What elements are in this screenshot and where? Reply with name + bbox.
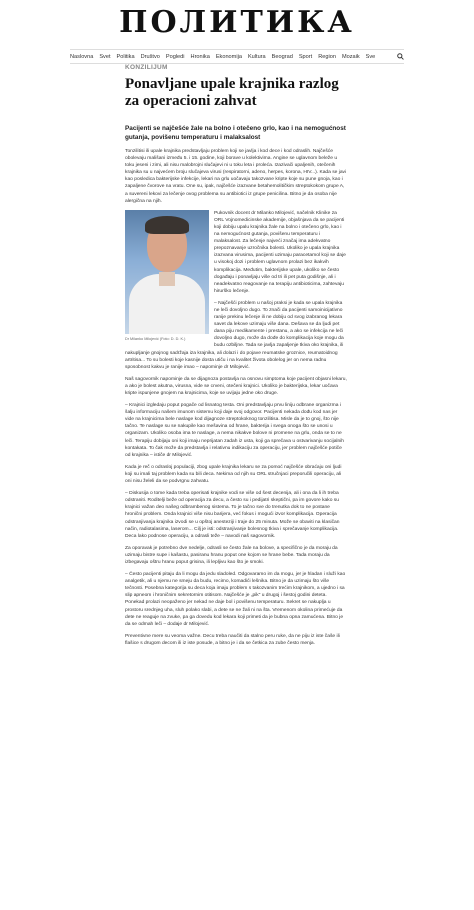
article-paragraph: – Diskusija o tome kada treba operisati krajnike vodi se više od šest decenija, ali i ona da li ih treba odstraniti. Roditelji beže od operacija za decu, a često su i pedijatri skeptični, pa im govore kako su krajnici važan deo našeg odbrambenog sistema. To je tačno sve do trenutka dok to ne postane hronični problem. Onda krajnici više nisu barijera, već fokus i mogući izvor komplikacija. Operacija odstranjivanja krajnika izvodi se u opštoj anesteziji i traje do 25 minuta. Može se obaviti na klasičan način, radiotalasima, laserom... Cilj je isti: odstranjivanje bolesnog tkiva i sprečavanje komplikacija. Deca lako podnose operaciju, a odrasli teže – navodi naš sagovornik.: [125, 491, 340, 539]
article-paragraph: Tonzilitisi ili upale krajnika predstavljaju problem koji se javlja i kod dece i kod odraslih. Najčešće obolevaju mališani između 5. i 15. godine, koji borave u kolektivima. Angine se uglavnom beleže u toku jeseni i zimi, ali nisu malobrojni slučajevi ni u toku leta i proleća. Izazivači upaljenih, otečenih krajnika su u najvećem broju slučajeva virusi (respiratorni, adeno, herpes, korona, HIV...). Kada se javi kao posledica bakterijske infekcije, lekari na grlu uočavaju takozvane kripte koje su pune gnoja, kao i zapaljene čvorove na vratu. One su, ipak, najčešće izazvane betahemolitičkim streptokokom grupe A, a suvereni lekovi za lečenje ovog problema su antibiotici iz grupe penicilina. Bitno je da osoba nije alergična na njih.: [125, 149, 347, 204]
article-paragraph: Preventivne mere su veoma važne. Decu treba naučiti da stalno peru ruke, da ne piju iz iste čaše ili flašice s drugom decom ili iz iste posude, a bitno je i da se četkica za zube često menja.: [125, 633, 340, 646]
nav-item-kultura[interactable]: Kultura: [247, 54, 266, 60]
article-paragraph: – Često pacijenti pitaju da li mogu da jedu sladoled. Odgovaramo im da mogu, jer je hladan i služi kao analgetik, ali u njemu ne smeju da budu, recimo, komadići lešnika. Bitno je da uzimaju što više tečnosti. Posebna kategorija su deca koja imaju problem s takozvanim trećim krajnikom, a ujedno i sa slip apneom i hroničnim sekretornim otitisom. Najčešće je „pik” u drugoj i šestoj godini deteta. Ponekad prolazi neopaženo jer nekad ne daje bol i povišenu temperaturu. Sekret se nakuplja u prostoru srednjeg uha, sluh polako slabi, a dete se ne žali ni na šta. Vremenom okolina primećuje da dete ne reaguje na zvuke, pa ga dovedu kod lekara koji primeti da je bubna opna zamućena. Bitno je da se odmah leči – dodaje dr Milojević.: [125, 572, 346, 627]
article-paragraph: – Krajnici izgledaju poput pogače od lisnatog testa. Oni predstavljaju prvu liniju odbrane organizma i šalju informaciju našem imunom sistemu koji daje svoj odgovor. Pacijenti nekada dođu kod nas jer vide na krajnicima bele naslage kod dijagnoze streptokoknog tonzilitisa. Misle da je to gnoj, što nije tačno. Te naslage su se nakupile kao mešavina od hrane, bakterija i svega onoga što se unosi u organizam. Ukoliko osoba ima te naslage, a nema nikakve bolove ni promene na grlu, onda se to ne leči. Terapiju dobijaju oni koji imaju neprijatan zadah iz usta, koji ga sprečava u ostvarivanju socijalnih kontakata. To čak može da predstavlja i relativnu indikaciju za operaciju, jer problem najčešće potiče od krajnika – ističe dr Milojević.: [125, 403, 345, 458]
masthead: [0, 0, 474, 46]
article-title: Ponavljane upale krajnika razlog za operacioni zahvat: [125, 76, 339, 109]
article-paragraph: – Najčešći problem u našoj praksi je kada se upala krajnika ne leči dovoljno dugo. To znači da pacijenti samoinicijativno ranije prekinu lečenje ili ne dobiju od svog izabranog lekara savet da lekove uzimaju više dana. Dešava se da ljudi pet dana piju medikamente i prestanu, a ako se infekcija ne leči dovoljno dugo, može da dođe do komplikacija koje mogu da budu ozbiljne. Tada se javlja zapaljenje tkiva oko krajnika, ili nakupljanje gnojnog sadržaja iza krajnika, ali dolazi i do pojave reumatske groznice, reumatoidnog artritisa... To su bolesti koje kasnije dosta utiču i na kvalitet života obolelog jer on nema radnu sposobnost kakvu je ranije imao – napominje dr Milojević.: [125, 300, 344, 370]
article-kicker[interactable]: KONZILIJUM: [125, 64, 168, 71]
nav-item-sport[interactable]: Sport: [298, 54, 313, 60]
article-body: [125, 148, 347, 647]
article-paragraph: Kada je reč o odrasloj populaciji, zbog upale krajnika lekaru se za pomoć najčešće obraćaju oni ljudi koji su imali taj problem kada su bili deca. Nekima od njih su ORL stručnjaci preporučili operaciju, ali oni nisu želeli da se podvrgnu zahvatu.: [125, 464, 342, 485]
article-photo: [125, 210, 209, 343]
article-lead: Pacijenti se najčešće žale na bolno i otečeno grlo, kao i na nemogućnost gutanja, povišenu temperaturu i malaksalost: [125, 125, 346, 141]
article-paragraph: Pukovnik docent dr Milanko Milojević, načelnik Klinike za ORL Vojnomedicinske akademije, objašnjava da se pacijenti koji dobiju upalu krajnika žale na bolno i otečeno grlo, kao i na nemogućnost gutanja, povišenu temperaturu i malaksalost. Za lečenje najveći značaj ima adekvatno prepoznavanje uzročnika bolesti. Ukoliko je upala krajnika izazvana virusima, pacijenti uzimaju paracetamol koji se daje u visokoj dozi i problem uglavnom prolazi bez ikakvih komplikacija. Međutim, bakterijske upale, ukoliko se često događaju i ponavljaju više od tri ili pet puta godišnje, ali i neadekvatno reagovanje na terapiju antibioticima, zahtevaju hirurško lečenje.: [214, 210, 346, 294]
nav-item-ekonomija[interactable]: Ekonomija: [215, 54, 242, 60]
nav-item-politika[interactable]: Politika: [116, 54, 135, 60]
nav-item-drustvo[interactable]: Društvo: [140, 54, 160, 60]
search-icon[interactable]: [397, 53, 404, 62]
article-paragraph: Za oporavak je potrebno dve nedelje, odrasli se često žale na bolove, a specifično je da moraju da uzimaju bistre supe i kašastu, pasiranu hranu poput one kojom se hrane bebe. Tada moraju da izbegavaju oštru hranu poput grisina, ili lepljivu kao što je smoki.: [125, 545, 338, 565]
article: [125, 64, 347, 652]
main-nav: [70, 49, 404, 64]
nav-item-naslovna[interactable]: Naslovna: [70, 54, 94, 60]
doctor-portrait-image: [125, 210, 209, 334]
site-logo[interactable]: ПОЛИТИКА: [119, 5, 355, 40]
nav-item-beograd[interactable]: Beograd: [271, 54, 293, 60]
nav-item-svet[interactable]: Svet: [99, 54, 111, 60]
article-paragraph: Naš sagovornik napominje da se dijagnoza postavlja na osnovu simptoma koje pacijent objasni lekaru, a ako je bolest akutna, virusna, vide se crveni, otečeni krajnici. Ukoliko je bakterijska, lekar uočava kripte ispunjene gnojem na krajnicima, koje se uvijaju jedne oko druge.: [125, 376, 347, 396]
photo-caption: Dr Milanko Milojević (Foto: D. D. K.): [125, 336, 186, 341]
nav-item-region[interactable]: Region: [318, 54, 336, 60]
nav-item-pogledi[interactable]: Pogledi: [165, 54, 185, 60]
nav-item-sve[interactable]: Sve: [365, 54, 376, 60]
nav-item-mozaik[interactable]: Mozaik: [341, 54, 360, 60]
nav-item-hronika[interactable]: Hronika: [190, 54, 210, 60]
